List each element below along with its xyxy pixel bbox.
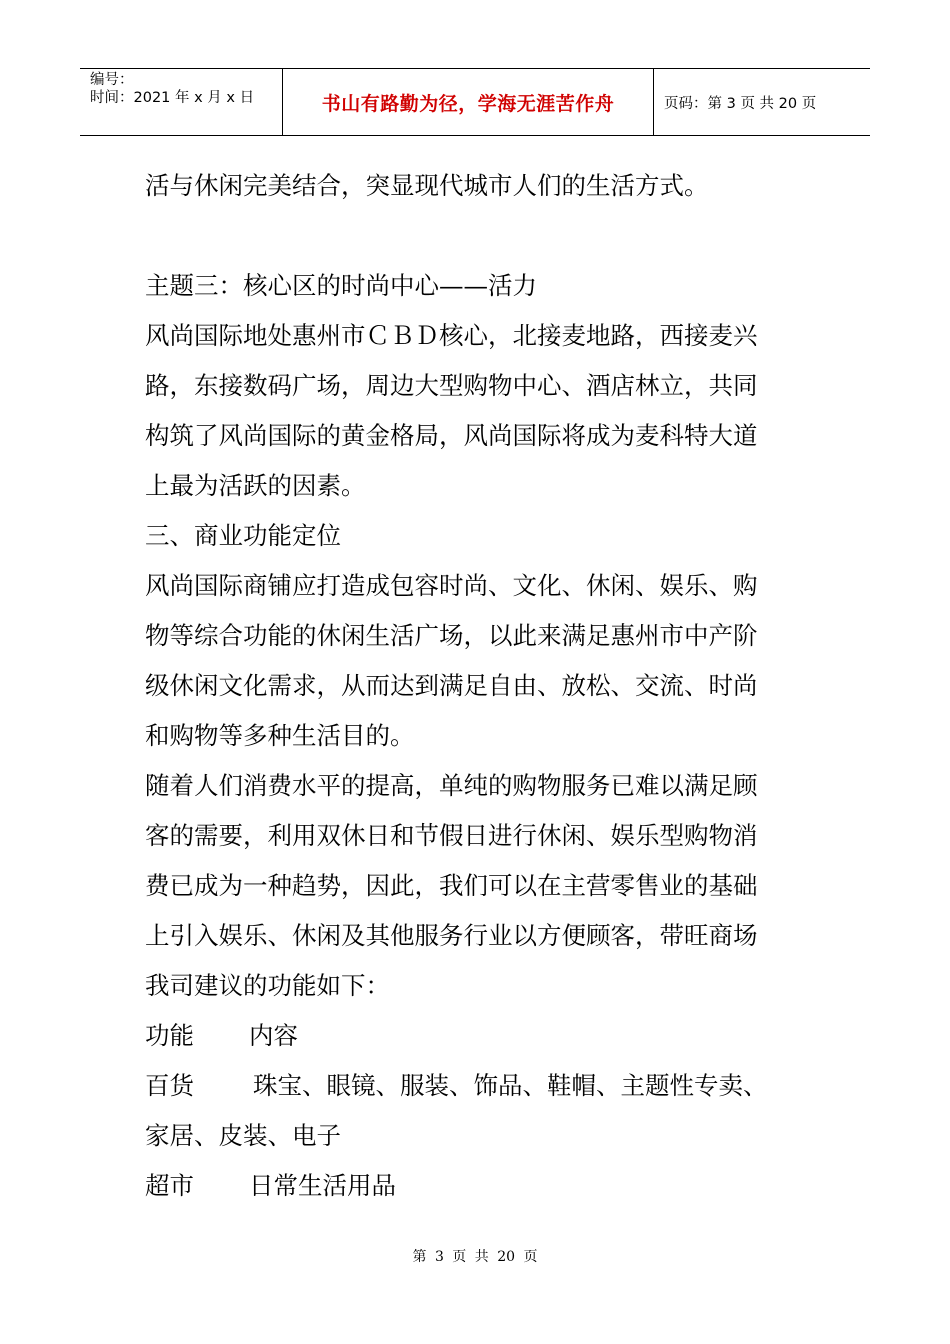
number-label: 编号： xyxy=(90,72,134,88)
table-cell-function: 超市 xyxy=(145,1171,194,1200)
table-cell-content: 珠宝、眼镜、服装、饰品、鞋帽、主题性专卖、 xyxy=(253,1071,768,1100)
paragraph-line: 构筑了风尚国际的黄金格局，风尚国际将成为麦科特大道 xyxy=(145,421,758,450)
paragraph-line: 上引入娱乐、休闲及其他服务行业以方便顾客，带旺商场 xyxy=(145,921,758,950)
table-cell-function: 百货 xyxy=(145,1071,194,1100)
paragraph-line: 上最为活跃的因素。 xyxy=(145,471,366,500)
paragraph-line: 费已成为一种趋势，因此，我们可以在主营零售业的基础 xyxy=(145,871,758,900)
header-meta xyxy=(80,69,282,135)
header-page-info: 页码：第 3 页 共 20 页 xyxy=(664,95,817,112)
header-motto: 书山有路勤为径，学海无涯苦作舟 xyxy=(282,69,654,135)
paragraph-line: 随着人们消费水平的提高，单纯的购物服务已难以满足顾 xyxy=(145,771,758,800)
paragraph-line: 物等综合功能的休闲生活广场，以此来满足惠州市中产阶 xyxy=(145,621,758,650)
table-row-continuation: 家居、皮装、电子 xyxy=(145,1121,341,1150)
paragraph-line: 风尚国际商铺应打造成包容时尚、文化、休闲、娱乐、购 xyxy=(145,571,758,600)
table-header-content: 内容 xyxy=(249,1021,298,1050)
page-footer: 第 3 页 共 20 页 xyxy=(412,1249,538,1265)
paragraph-line: 和购物等多种生活目的。 xyxy=(145,721,415,750)
document-header xyxy=(80,68,870,136)
table-row xyxy=(145,1061,815,1111)
table-header-function: 功能 xyxy=(145,1021,194,1050)
document-body xyxy=(145,161,815,1211)
table-header-row xyxy=(145,1011,815,1061)
blank-line xyxy=(145,211,815,261)
table-row xyxy=(145,1161,815,1211)
paragraph-line: 活与休闲完美结合，突显现代城市人们的生活方式。 xyxy=(145,171,709,200)
section-heading: 主题三：核心区的时尚中心——活力 xyxy=(145,271,537,300)
paragraph-line: 路，东接数码广场，周边大型购物中心、酒店林立，共同 xyxy=(145,371,758,400)
paragraph-line: 风尚国际地处惠州市ＣＢＤ核心，北接麦地路，西接麦兴 xyxy=(145,321,758,350)
paragraph-line: 客的需要，利用双休日和节假日进行休闲、娱乐型购物消 xyxy=(145,821,758,850)
paragraph-line: 我司建议的功能如下： xyxy=(145,971,390,1000)
paragraph-line: 级休闲文化需求，从而达到满足自由、放松、交流、时尚 xyxy=(145,671,758,700)
table-cell-content: 日常生活用品 xyxy=(249,1171,396,1200)
time-label: 时间：2021 年 x 月 x 日 xyxy=(90,90,255,106)
section-heading: 三、商业功能定位 xyxy=(145,521,341,550)
